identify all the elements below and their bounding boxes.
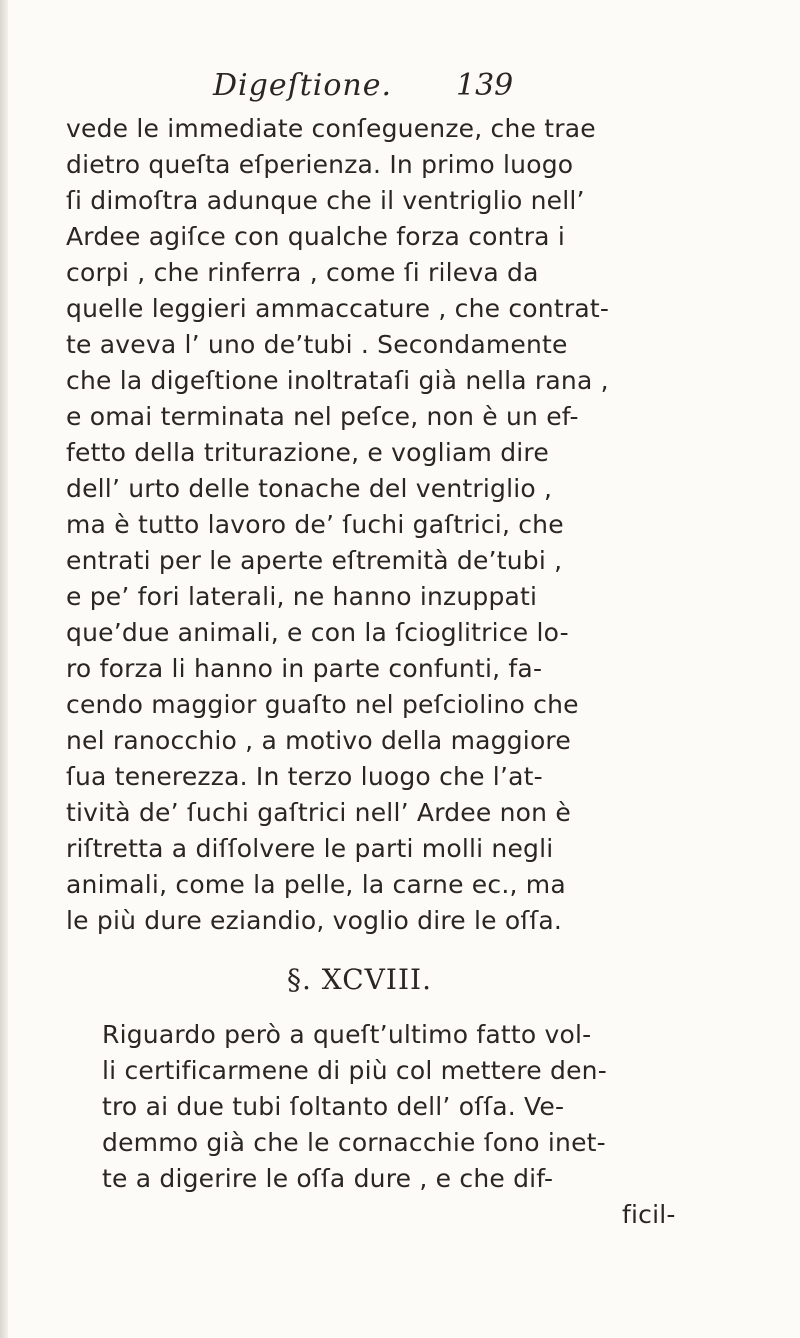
section-heading: §. XCVIII. <box>287 963 432 996</box>
text-line: Riguardo però a queſt’ultimo fatto vol- <box>102 1020 592 1049</box>
text-line: le più dure eziandio, voglio dire le oſſa. <box>66 906 563 935</box>
text-line: e omai terminata nel peſce, non è un ef- <box>66 402 579 431</box>
text-line: ro forza li hanno in parte confunti, fa- <box>66 654 543 683</box>
text-line: demmo già che le cornacchie ſono inet- <box>102 1128 606 1157</box>
page-gutter-shadow <box>0 0 8 1338</box>
text-line: te a digerire le oſſa dure , e che dif- <box>102 1164 554 1193</box>
text-line: vede le immediate conſeguenze, che trae <box>66 114 596 143</box>
text-line: e pe’ fori laterali, ne hanno inzuppati <box>66 582 538 611</box>
text-line: li certificarmene di più col mettere den- <box>102 1056 607 1085</box>
text-line: entrati per le aperte eſtremità de’tubi , <box>66 546 563 575</box>
running-head <box>0 68 800 108</box>
text-line: dell’ urto delle tonache del ventriglio , <box>66 474 553 503</box>
text-line: ſua tenerezza. In terzo luogo che l’at- <box>66 762 543 791</box>
text-line: nel ranocchio , a motivo della maggiore <box>66 726 571 755</box>
text-line: ma è tutto lavoro de’ ſuchi gaſtrici, che <box>66 510 564 539</box>
text-line: tività de’ ſuchi gaſtrici nell’ Ardee non è <box>66 798 571 827</box>
text-line: Ardee agiſce con qualche forza contra i <box>66 222 565 251</box>
text-line: riſtretta a diſſolvere le parti molli negli <box>66 834 554 863</box>
text-line: fetto della triturazione, e vogliam dire <box>66 438 549 467</box>
text-line: animali, come la pelle, la carne ec., ma <box>66 870 566 899</box>
text-line: quelle leggieri ammaccature , che contrat- <box>66 294 610 323</box>
running-title: Digeſtione. <box>213 68 393 103</box>
text-line: ſi dimoſtra adunque che il ventriglio nell’ <box>66 186 585 215</box>
text-line: corpi , che rinferra , come ſi rileva da <box>66 258 539 287</box>
text-line: tro ai due tubi ſoltanto dell’ oſſa. Ve- <box>102 1092 565 1121</box>
text-line: dietro queſta eſperienza. In primo luogo <box>66 150 574 179</box>
text-line: te aveva l’ uno de’tubi . Secondamente <box>66 330 568 359</box>
catchword: ficil- <box>622 1200 676 1229</box>
text-line: que’due animali, e con la ſcioglitrice lo- <box>66 618 569 647</box>
text-line: cendo maggior guaſto nel peſciolino che <box>66 690 579 719</box>
page-number: 139 <box>456 68 514 103</box>
text-line: che la digeſtione inoltrataſi già nella rana , <box>66 366 609 395</box>
